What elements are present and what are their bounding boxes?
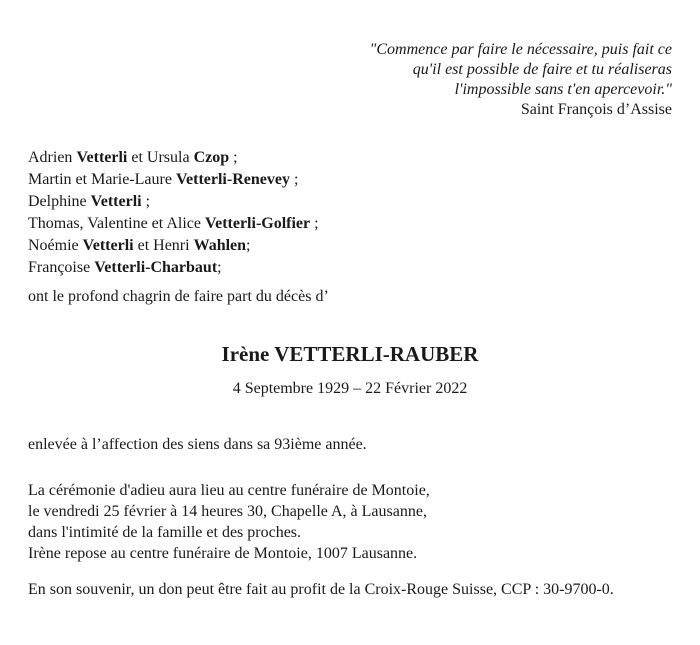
family-given-names: Thomas, Valentine et Alice [28, 215, 205, 232]
quote-attribution: Saint François d’Assise [520, 101, 672, 118]
ceremony-details [28, 480, 430, 564]
family-line [28, 257, 319, 279]
family-line [28, 147, 319, 169]
family-surname: Vetterli-Charbaut [94, 259, 218, 276]
family-surname: Vetterli-Golfier [205, 215, 311, 232]
family-given-names: Adrien [28, 149, 77, 166]
family-surname: Vetterli-Renevey [175, 171, 290, 188]
family-line [28, 169, 319, 191]
family-surname: Wahlen [193, 237, 247, 254]
family-line [28, 191, 319, 213]
deceased-name: Irène VETTERLI-RAUBER [221, 342, 479, 366]
family-surname: Vetterli [76, 149, 128, 166]
ceremony-line-1: La cérémonie d'adieu aura lieu au centre funéraire de Montoie, [28, 482, 430, 499]
quote-line-3: l'impossible sans t'en apercevoir." [454, 81, 672, 98]
family-given-names: Françoise [28, 259, 95, 276]
ceremony-line-4: Irène repose au centre funéraire de Montoie, 1007 Lausanne. [28, 545, 418, 562]
ceremony-line-3: dans l'intimité de la famille et des proches. [28, 524, 302, 541]
opening-quote [370, 40, 672, 120]
family-given-names: ; [141, 193, 151, 210]
family-line [28, 213, 319, 235]
quote-line-2: qu'il est possible de faire et tu réaliseras [412, 61, 672, 78]
announcement-intro: ont le profond chagrin de faire part du décès d’ [28, 288, 329, 305]
family-given-names: ; [217, 259, 222, 276]
family-given-names: ; [246, 237, 251, 254]
family-given-names: et Henri [133, 237, 194, 254]
family-given-names: ; [310, 215, 319, 232]
family-given-names: Martin et Marie-Laure [28, 171, 176, 188]
quote-line-1: "Commence par faire le nécessaire, puis fait ce [369, 41, 672, 58]
life-dates: 4 Septembre 1929 – 22 Février 2022 [232, 380, 468, 397]
family-surname: Czop [193, 149, 230, 166]
family-given-names: Noémie [28, 237, 83, 254]
family-given-names: et Ursula [127, 149, 194, 166]
family-given-names: ; [289, 171, 299, 188]
family-given-names: Delphine [28, 193, 91, 210]
age-line: enlevée à l’affection des siens dans sa 93ième année. [28, 436, 367, 453]
donation-line: En son souvenir, un don peut être fait au profit de la Croix-Rouge Suisse, CCP : 30-9700-0. [28, 581, 614, 598]
family-surname: Vetterli [90, 193, 142, 210]
family-names [28, 147, 319, 279]
family-given-names: ; [229, 149, 238, 166]
ceremony-line-2: le vendredi 25 février à 14 heures 30, Chapelle A, à Lausanne, [28, 503, 427, 520]
family-line [28, 235, 319, 257]
family-surname: Vetterli [82, 237, 134, 254]
